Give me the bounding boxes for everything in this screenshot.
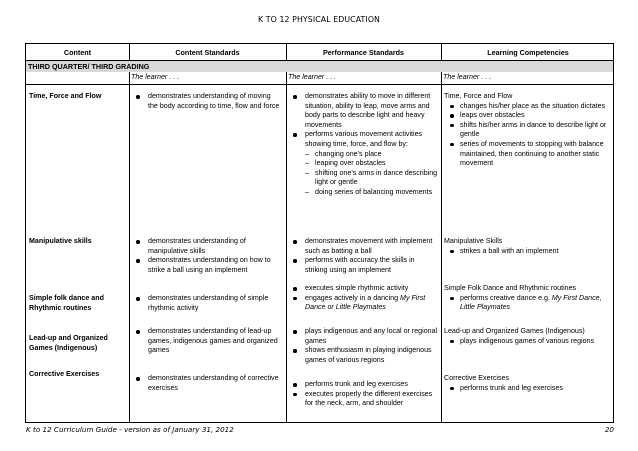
list-item: leaps over obstacles xyxy=(444,111,612,121)
col-header-performance-standards: Performance Standards xyxy=(322,48,405,57)
learner-label-competencies: The learner . . . xyxy=(443,73,492,81)
list-item xyxy=(290,294,439,313)
standards-list xyxy=(133,374,281,393)
list-item: strikes a ball with an implement xyxy=(444,247,612,257)
quarter-label: THIRD QUARTER/ THIRD GRADING xyxy=(26,61,613,72)
column-divider xyxy=(441,72,442,422)
list-item: demonstrates understanding of manipulative skills xyxy=(133,237,281,256)
competencies-block xyxy=(444,237,612,256)
header-divider xyxy=(129,44,130,61)
list-item: executes properly the different exercises for the neck, arm, and shoulder xyxy=(290,390,439,409)
list-item: performs trunk and leg exercises xyxy=(444,384,612,394)
list-item: – leaping over obstacles xyxy=(301,159,439,169)
list-item: demonstrates understanding on how to strike a ball using an implement xyxy=(133,256,281,275)
header-divider xyxy=(286,44,287,61)
competency-list xyxy=(444,247,612,257)
performance-list xyxy=(290,237,439,275)
learner-label-performance: The learner . . . xyxy=(288,73,337,81)
list-item: shifts his/her arms in dance to describe light or gentle xyxy=(444,121,612,140)
list-item: demonstrates movement with implement such as batting a ball xyxy=(290,237,439,256)
list-item: performs with accuracy the skills in striking using an implement xyxy=(290,256,439,275)
performance-text: engages actively in a dancing xyxy=(305,293,401,302)
competencies-block xyxy=(444,327,612,346)
list-item: plays indigenous games of various regions xyxy=(444,337,612,347)
content-manipulative-skills: Manipulative skills xyxy=(29,237,92,245)
table-header-row xyxy=(26,44,613,61)
competency-title: Lead-up and Organized Games (Indigenous) xyxy=(444,327,585,335)
list-item: plays indigenous and any local or regional games xyxy=(290,327,439,346)
dance-titles: My First Dance, Little Playmates xyxy=(460,293,602,312)
footer-version: K to 12 Curriculum Guide - version as of January 31, 2012 xyxy=(26,425,234,434)
competency-list xyxy=(444,337,612,347)
list-item: demonstrates understanding of moving the body according to time, flow and force xyxy=(133,92,281,111)
content-time-force-flow: Time, Force and Flow xyxy=(29,92,102,100)
header-divider xyxy=(441,44,442,61)
performance-block xyxy=(290,92,439,198)
list-item: – shifting one’s arms in dance describing light or gentle xyxy=(301,169,439,188)
competency-title: Simple Folk Dance and Rhythmic routines xyxy=(444,284,577,292)
performance-list xyxy=(290,327,439,365)
competency-list xyxy=(444,384,612,394)
content-corrective-exercises: Corrective Exercises xyxy=(29,370,100,378)
list-item: series of movements to stopping with balance maintained, then continuing to another static movement xyxy=(444,140,612,169)
standards-list xyxy=(133,327,281,356)
performance-list xyxy=(290,380,439,409)
learner-label-standards: The learner . . . xyxy=(131,73,180,81)
list-item xyxy=(444,294,612,313)
performance-sublist xyxy=(301,150,439,198)
competencies-block xyxy=(444,92,612,169)
list-item: performs various movement activities showing time, force, and flow by: xyxy=(290,130,439,149)
competency-title: Corrective Exercises xyxy=(444,374,510,382)
list-item: – changing one’s place xyxy=(301,150,439,160)
list-item: demonstrates understanding of lead-up games, indigenous games and organized games xyxy=(133,327,281,356)
column-divider xyxy=(129,72,130,422)
column-divider xyxy=(286,72,287,422)
page-number: 20 xyxy=(604,425,614,434)
list-item: demonstrates ability to move in different situation, ability to leap, move arms and body parts to describe light and heavy movements xyxy=(290,92,439,130)
col-header-learning-competencies: Learning Competencies xyxy=(487,48,569,57)
list-item: shows enthusiasm in playing indigenous games of various regions xyxy=(290,346,439,365)
row-separator xyxy=(26,84,613,85)
competency-title: Manipulative Skills xyxy=(444,237,503,245)
col-header-content: Content xyxy=(63,48,92,57)
page-header-title: K TO 12 PHYSICAL EDUCATION xyxy=(258,15,380,24)
col-header-content-standards: Content Standards xyxy=(175,48,240,57)
list-item: executes simple rhythmic activity xyxy=(290,284,439,294)
competency-title: Time, Force and Flow xyxy=(444,92,513,100)
list-item: – doing series of balancing movements xyxy=(301,188,439,198)
competencies-block xyxy=(444,374,612,393)
curriculum-table xyxy=(25,43,614,423)
list-item: performs trunk and leg exercises xyxy=(290,380,439,390)
list-item: demonstrates understanding of simple rhythmic activity xyxy=(133,294,281,313)
standards-list xyxy=(133,237,281,275)
dance-titles: My First Dance or Little Playmates xyxy=(305,293,426,312)
competency-list xyxy=(444,294,612,313)
list-item: changes his/her place as the situation dictates xyxy=(444,102,612,112)
content-folk-dance: Simple folk dance and Rhythmic routines xyxy=(29,294,104,312)
competency-text: performs creative dance e.g. xyxy=(460,293,552,302)
competency-list xyxy=(444,102,612,169)
list-item: demonstrates understanding of corrective exercises xyxy=(133,374,281,393)
content-lead-up-games: Lead-up and Organized Games (Indigenous) xyxy=(29,334,108,352)
standards-list xyxy=(133,294,281,313)
competencies-block xyxy=(444,284,612,313)
performance-list xyxy=(290,284,439,313)
performance-list xyxy=(290,92,439,150)
standards-list xyxy=(133,92,281,111)
